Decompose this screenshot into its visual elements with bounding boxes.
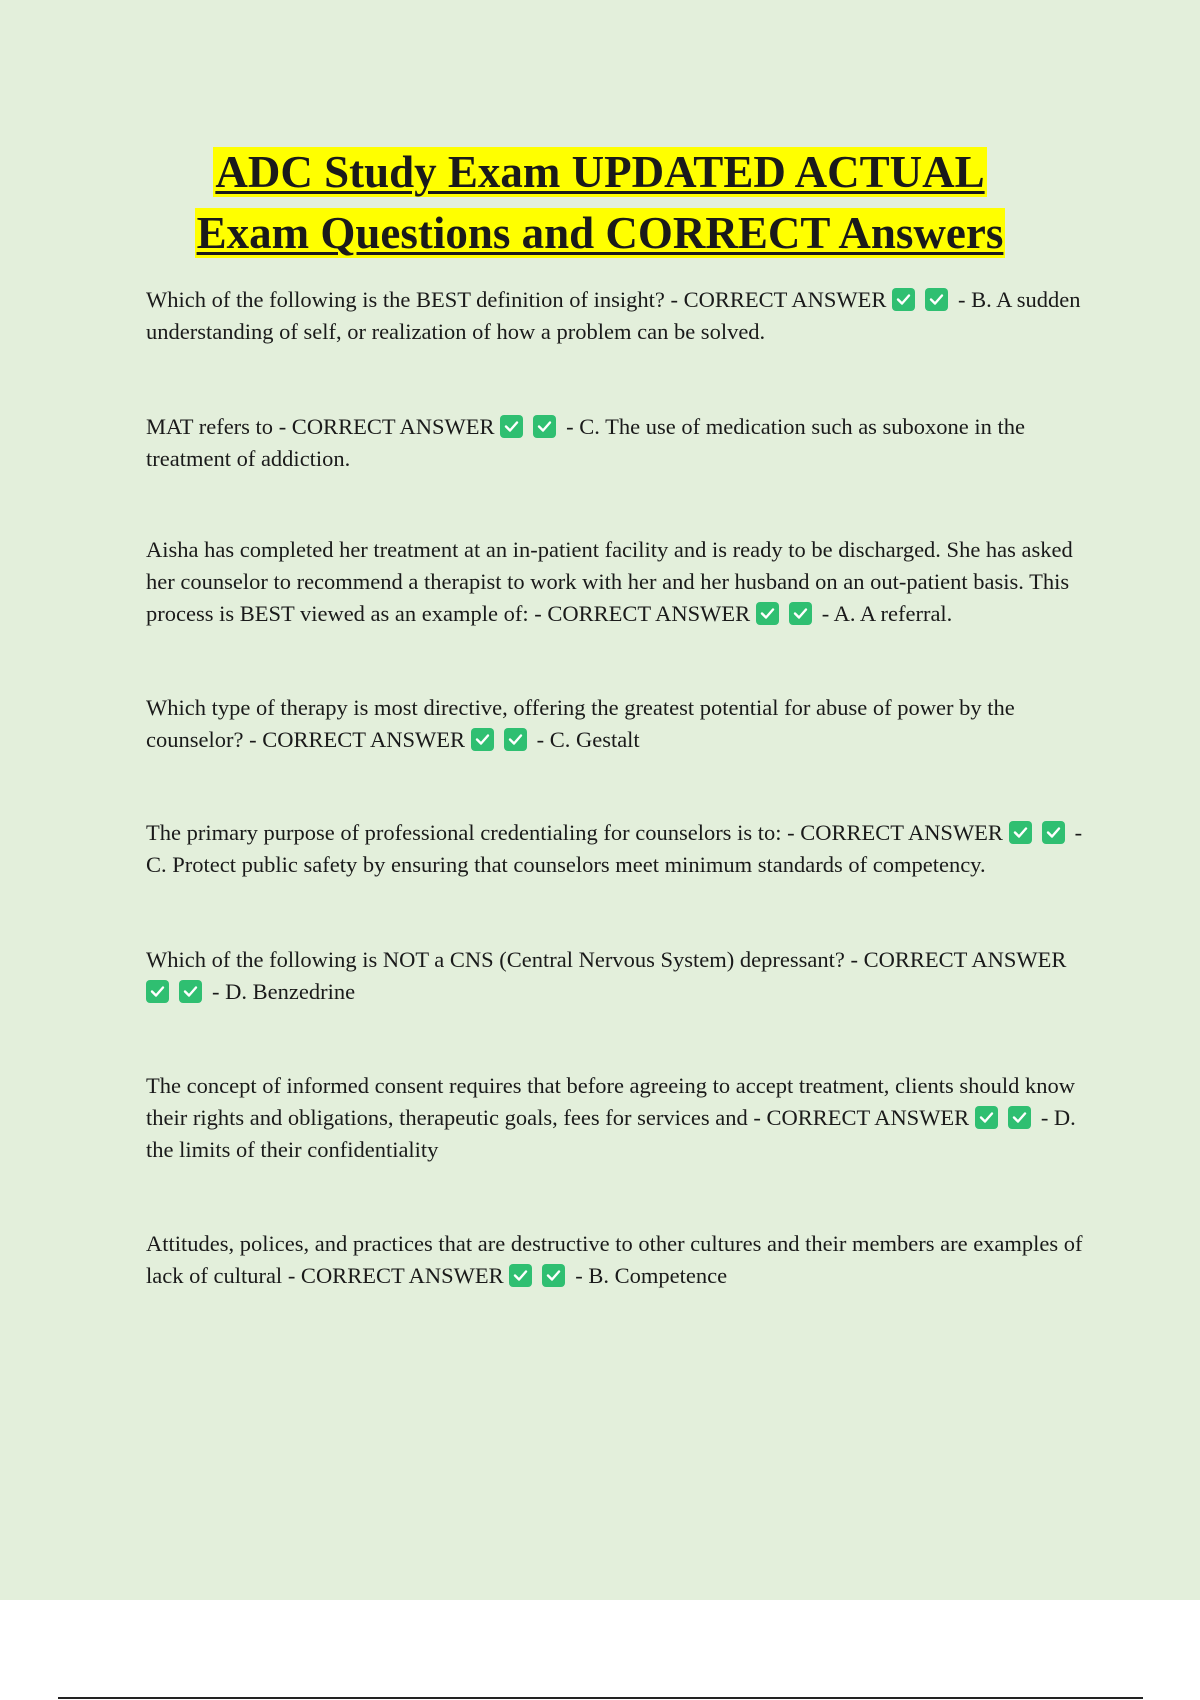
check-icon <box>471 728 494 751</box>
correct-answer-label: - CORRECT ANSWER <box>534 601 751 626</box>
answer-text: - A. A referral. <box>821 601 953 626</box>
question-text: Which of the following is the BEST definition of insight? <box>146 287 671 312</box>
answer-text: - B. Competence <box>575 1263 728 1288</box>
qa-item <box>146 1070 1086 1166</box>
check-icon <box>179 980 202 1003</box>
check-icon <box>975 1106 998 1129</box>
correct-answer-label: - CORRECT ANSWER <box>670 287 887 312</box>
question-text: The concept of informed consent requires that before agreeing to accept treatment, clients should know their rights and obligations, therapeutic goals, fees for services and <box>146 1073 1076 1130</box>
answer-text: - C. The use of medication such as suboxone in the treatment of addiction. <box>146 414 1026 471</box>
question-text: Which of the following is NOT a CNS (Central Nervous System) depressant? <box>146 947 851 972</box>
answer-text: - C. Gestalt <box>536 727 640 752</box>
question-text: Attitudes, polices, and practices that are destructive to other cultures and their members are examples of lack of cultural <box>146 1231 1083 1288</box>
check-icon <box>500 415 523 438</box>
correct-answer-label: - CORRECT ANSWER <box>278 414 495 439</box>
qa-item <box>146 284 1086 348</box>
question-text: Aisha has completed her treatment at an in-patient facility and is ready to be discharged. She has asked her counselor to recommend a therapist to work with her and her husband on an out-patient basis. This process is BEST viewed as an example of: <box>146 537 1073 626</box>
answer-text: - D. Benzedrine <box>212 979 356 1004</box>
title-line-2: Exam Questions and CORRECT Answers <box>196 208 1004 258</box>
qa-item <box>146 817 1086 881</box>
check-icon <box>504 728 527 751</box>
qa-item <box>146 944 1086 1008</box>
check-icon <box>533 415 556 438</box>
title-line-1: ADC Study Exam UPDATED ACTUAL <box>215 147 985 197</box>
qa-item <box>146 411 1086 475</box>
check-icon <box>146 980 169 1003</box>
correct-answer-label: - CORRECT ANSWER <box>249 727 465 752</box>
qa-item <box>146 692 1086 756</box>
correct-answer-label: - CORRECT ANSWER <box>787 820 1003 845</box>
question-text: The primary purpose of professional credentialing for counselors is to: <box>146 820 788 845</box>
answer-text: - D. the limits of their confidentiality <box>146 1105 1076 1162</box>
check-icon <box>1008 1106 1031 1129</box>
question-text: Which type of therapy is most directive, offering the greatest potential for abuse of power by the counselor? <box>146 695 1015 752</box>
correct-answer-label: - CORRECT ANSWER <box>287 1263 504 1288</box>
check-icon <box>789 602 812 625</box>
qa-item <box>146 534 1086 630</box>
check-icon <box>1009 821 1032 844</box>
answer-text: - B. A sudden understanding of self, or realization of how a problem can be solved. <box>146 287 1081 344</box>
question-text: MAT refers to <box>146 414 279 439</box>
check-icon <box>1042 821 1065 844</box>
qa-list <box>146 284 1086 1292</box>
correct-answer-label: - CORRECT ANSWER <box>850 947 1067 972</box>
check-icon <box>542 1264 565 1287</box>
document-title <box>0 142 1200 264</box>
check-icon <box>925 288 948 311</box>
check-icon <box>892 288 915 311</box>
qa-item <box>146 1228 1086 1292</box>
answer-text: - C. Protect public safety by ensuring that counselors meet minimum standards of competency. <box>146 820 1083 877</box>
check-icon <box>756 602 779 625</box>
correct-answer-label: - CORRECT ANSWER <box>753 1105 970 1130</box>
check-icon <box>509 1264 532 1287</box>
footer-rule <box>58 1697 1143 1699</box>
